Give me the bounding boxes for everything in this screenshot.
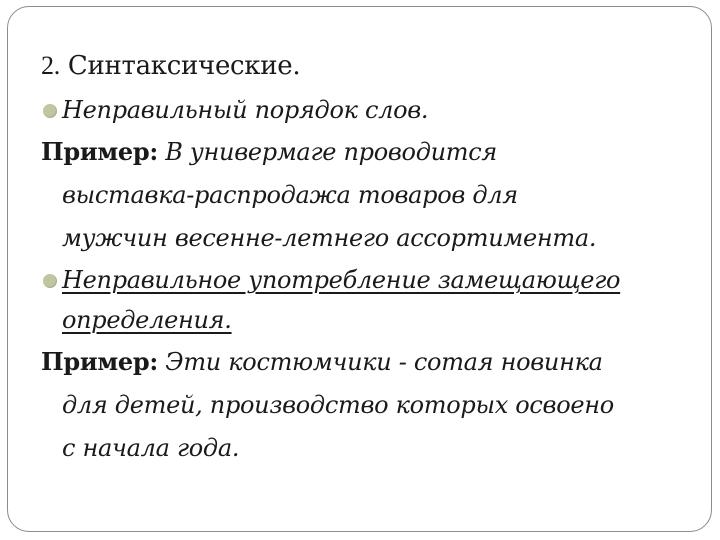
heading-text: Синтаксические. — [67, 51, 301, 81]
bullet-text: определения. — [62, 306, 232, 334]
slide-heading — [41, 46, 691, 90]
example-line: мужчин весенне-летнего ассортимента. — [62, 224, 597, 252]
example-label: Пример: — [41, 347, 158, 376]
example-block-2 — [41, 340, 691, 470]
example-line: для детей, производство которых освоено — [62, 391, 614, 419]
bullet-dot-icon — [43, 274, 57, 288]
example-text: В универмаге проводится — [165, 138, 497, 166]
example-block-1 — [41, 130, 691, 260]
example-line: с начала года. — [62, 434, 240, 462]
bullet-dot-icon — [43, 104, 57, 118]
example-text: Эти костюмчики - сотая новинка — [165, 348, 603, 376]
heading-number: 2. — [41, 51, 60, 80]
example-line — [41, 340, 691, 384]
bullet-text: Неправильный порядок слов. — [62, 96, 429, 124]
bullet-text: Неправильное употребление замещающего — [62, 266, 621, 294]
bullet-item-word-order — [41, 90, 691, 130]
example-line — [41, 130, 691, 174]
slide-content — [41, 46, 691, 470]
example-label: Пример: — [41, 137, 158, 166]
bullet-item-substitute-definition — [41, 260, 691, 340]
example-line: выставка-распродажа товаров для — [62, 181, 518, 209]
